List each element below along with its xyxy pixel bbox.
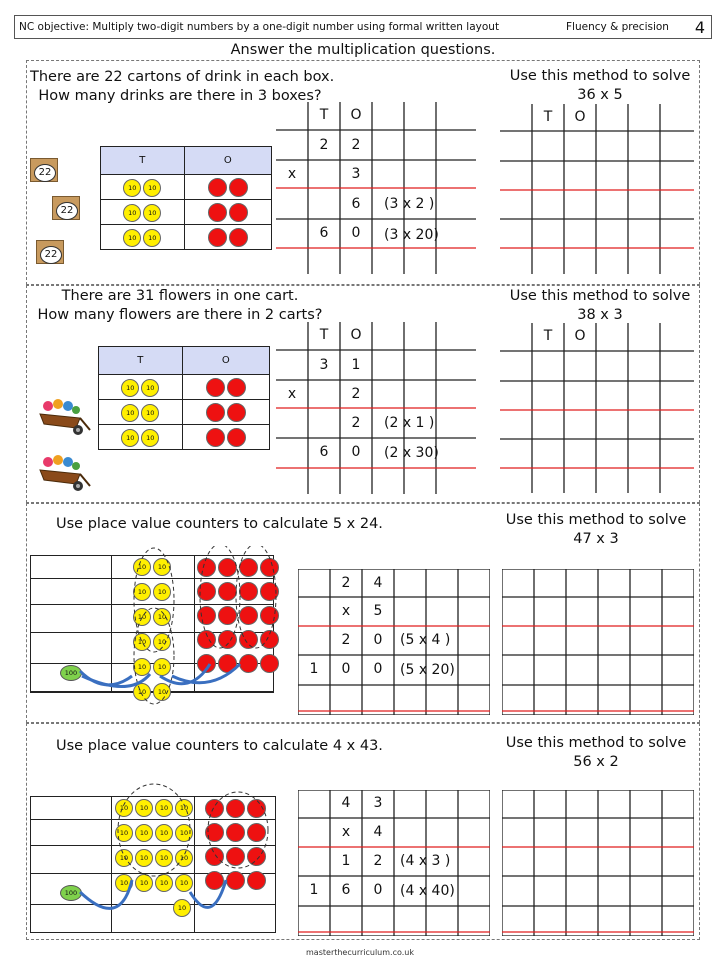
q2-line1: There are 31 flowers in one cart. [61,288,299,304]
tens-header: T [99,347,183,375]
category-text: Fluency & precision [566,21,669,33]
drink-box-icon: 22 [36,240,64,264]
q2-column-method-grid: T O 3 1 x 2 2 6 0 (2 x 1 ) (2 x 30) [287,327,439,461]
q3-method-line1: Use this method to solve [505,512,687,528]
tens-header: T [101,147,185,175]
q3-answer-grid[interactable] [502,569,694,715]
q1-column-method-grid: T O 2 2 x 3 6 6 0 (3 x 2 ) (3 x 20) [287,107,439,243]
q3-line1: Use place value counters to calculate 5 x 24. [56,516,383,532]
q4-answer-grid[interactable] [502,790,694,936]
q4-tens-counters: 10 10 10 10 10 10 10 10 10 10 10 10 10 10 10 10 10 [114,796,194,921]
q1-line2: How many drinks are there in 3 boxes? [38,88,322,104]
drink-box-icon: 22 [52,196,80,220]
instruction: Answer the multiplication questions. [230,42,496,58]
q2-line2: How many flowers are there in 2 carts? [37,307,323,323]
page-number: 4 [694,17,705,37]
q2-answer-grid[interactable]: T O [543,328,586,344]
q1-place-value-table: T O 10 10 10 10 10 10 [100,146,272,250]
hundred-counter: 100 [60,885,82,901]
objective-header [14,15,712,39]
q2-method-line1: Use this method to solve [509,288,691,304]
q3-exchange-annotations [60,546,290,706]
q2-place-value-table: T O 10 10 10 10 10 10 [98,346,270,450]
q3-tens-counters: 10 10 10 10 10 10 10 10 10 10 10 10 [132,555,176,705]
q3-column-method-grid: 2 4 x 5 2 0 1 0 0 (5 x 4 ) (5 x 20) [298,569,490,715]
q4-method-line2: 56 x 2 [573,754,619,770]
flower-cart-icon [36,396,92,436]
ones-header: O [184,147,271,175]
flower-cart-icon [36,452,92,492]
q4-method-line1: Use this method to solve [505,735,687,751]
q1-method-line2: 36 x 5 [577,87,623,103]
q1-line1: There are 22 cartons of drink in each box. [30,69,335,85]
footer-url: masterthecurriculum.co.uk [306,948,414,957]
q4-column-method-grid: 4 3 x 4 1 2 1 6 0 (4 x 3 ) (4 x 40) [298,790,490,936]
objective-text: NC objective: Multiply two-digit numbers by a one-digit number using formal written layout [19,21,500,33]
q4-line1: Use place value counters to calculate 4 x 43. [56,738,383,754]
q4-exchange-annotations [60,780,280,940]
q1-method-line1: Use this method to solve [509,68,691,84]
drink-box-icon: 22 [30,158,58,182]
q1-answer-grid[interactable]: T O [543,109,586,125]
hundred-counter: 100 [60,665,82,681]
q3-method-line2: 47 x 3 [573,531,619,547]
ones-header: O [182,347,269,375]
q2-method-line2: 38 x 3 [577,307,623,323]
